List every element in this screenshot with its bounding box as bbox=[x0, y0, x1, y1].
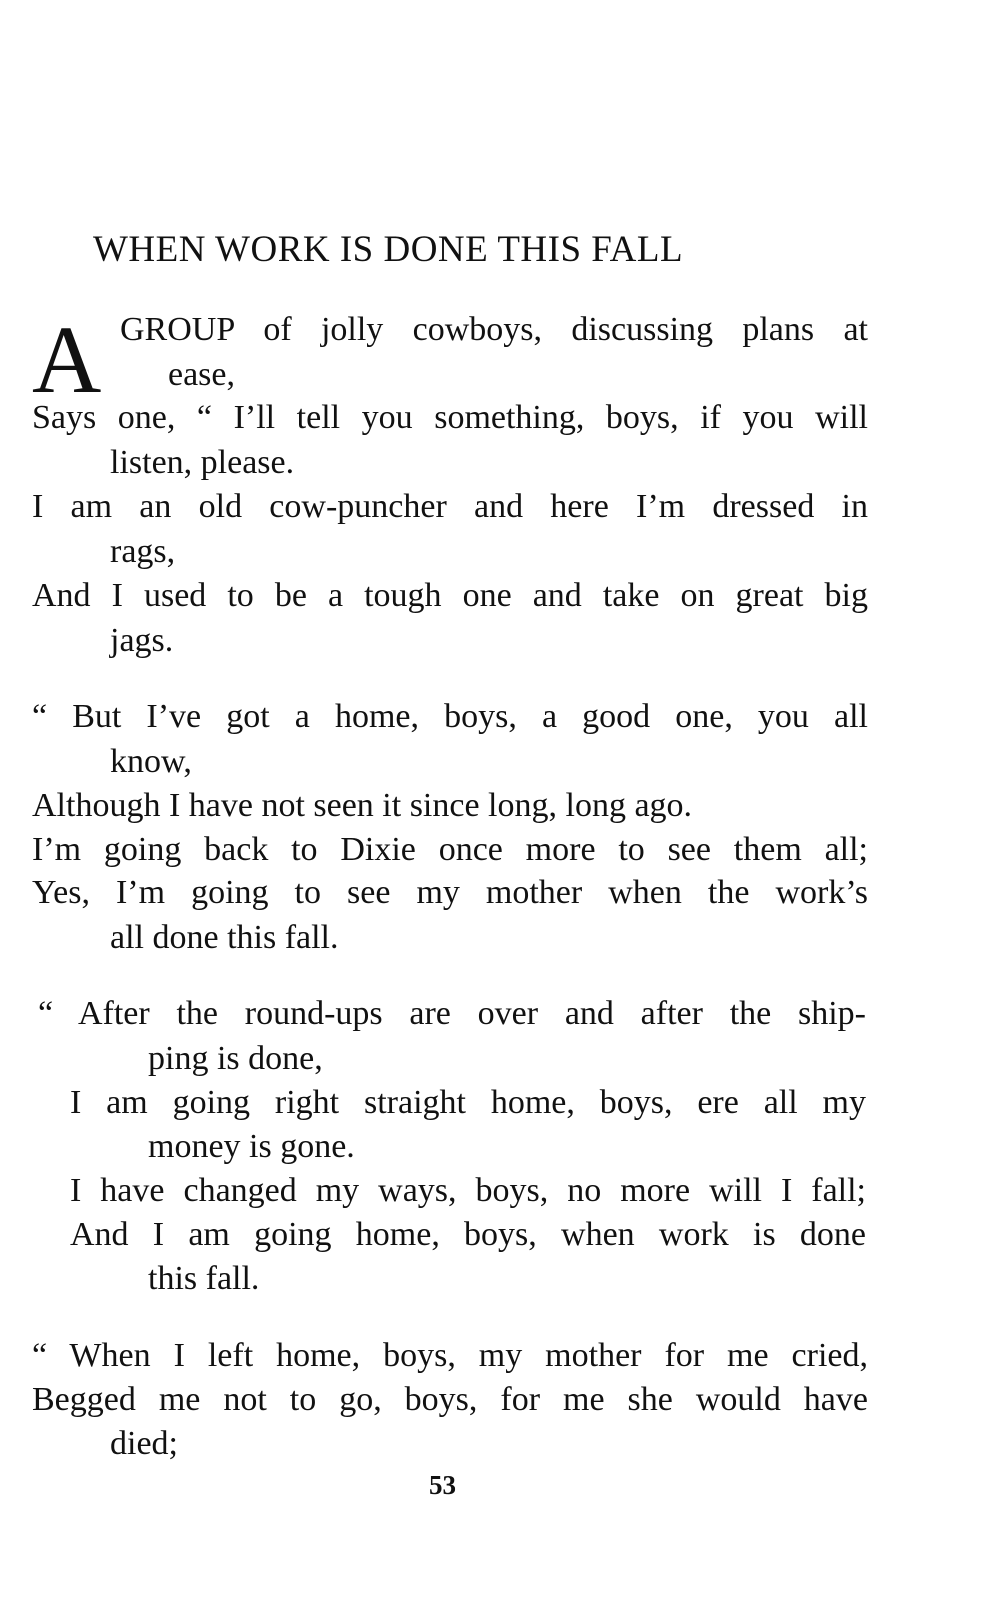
poem-line: And I used to be a tough one and take on great big bbox=[32, 577, 868, 614]
page-number: 53 bbox=[429, 1470, 456, 1500]
poem-line: know, bbox=[110, 743, 192, 780]
poem-line: all done this fall. bbox=[110, 919, 339, 956]
poem-line: Yes, I’m going to see my mother when the work’s bbox=[32, 874, 868, 911]
poem-line: rags, bbox=[110, 533, 176, 570]
poem-line: listen, please. bbox=[110, 444, 295, 481]
poem-line: I have changed my ways, boys, no more will I fall; bbox=[70, 1172, 866, 1209]
drop-cap: A bbox=[32, 306, 102, 413]
poem-line: “ When I left home, boys, my mother for me cried, bbox=[32, 1337, 868, 1374]
poem-line: GROUP of jolly cowboys, discussing plans at bbox=[120, 311, 868, 348]
poem-title: WHEN WORK IS DONE THIS FALL bbox=[93, 229, 684, 270]
poem-line: Begged me not to go, boys, for me she would have bbox=[32, 1381, 868, 1418]
poem-line: this fall. bbox=[148, 1260, 260, 1297]
poem-line: died; bbox=[110, 1425, 178, 1462]
poem-line: jags. bbox=[110, 622, 174, 659]
poem-line: Says one, “ I’ll tell you something, boys, if you will bbox=[32, 399, 868, 436]
poem-line: money is gone. bbox=[148, 1128, 355, 1165]
poem-line: “ After the round-ups are over and after the ship- bbox=[38, 995, 866, 1032]
poem-line: I am going right straight home, boys, ere all my bbox=[70, 1084, 866, 1121]
poem-line: I am an old cow-puncher and here I’m dressed in bbox=[32, 488, 868, 525]
poem-line: And I am going home, boys, when work is done bbox=[70, 1216, 866, 1253]
poem-line: “ But I’ve got a home, boys, a good one, you all bbox=[32, 698, 868, 735]
poem-line: Although I have not seen it since long, long ago. bbox=[32, 787, 693, 824]
poem-line: I’m going back to Dixie once more to see them all; bbox=[32, 831, 868, 868]
poem-line: ping is done, bbox=[148, 1040, 323, 1077]
poem-line: ease, bbox=[168, 356, 236, 393]
